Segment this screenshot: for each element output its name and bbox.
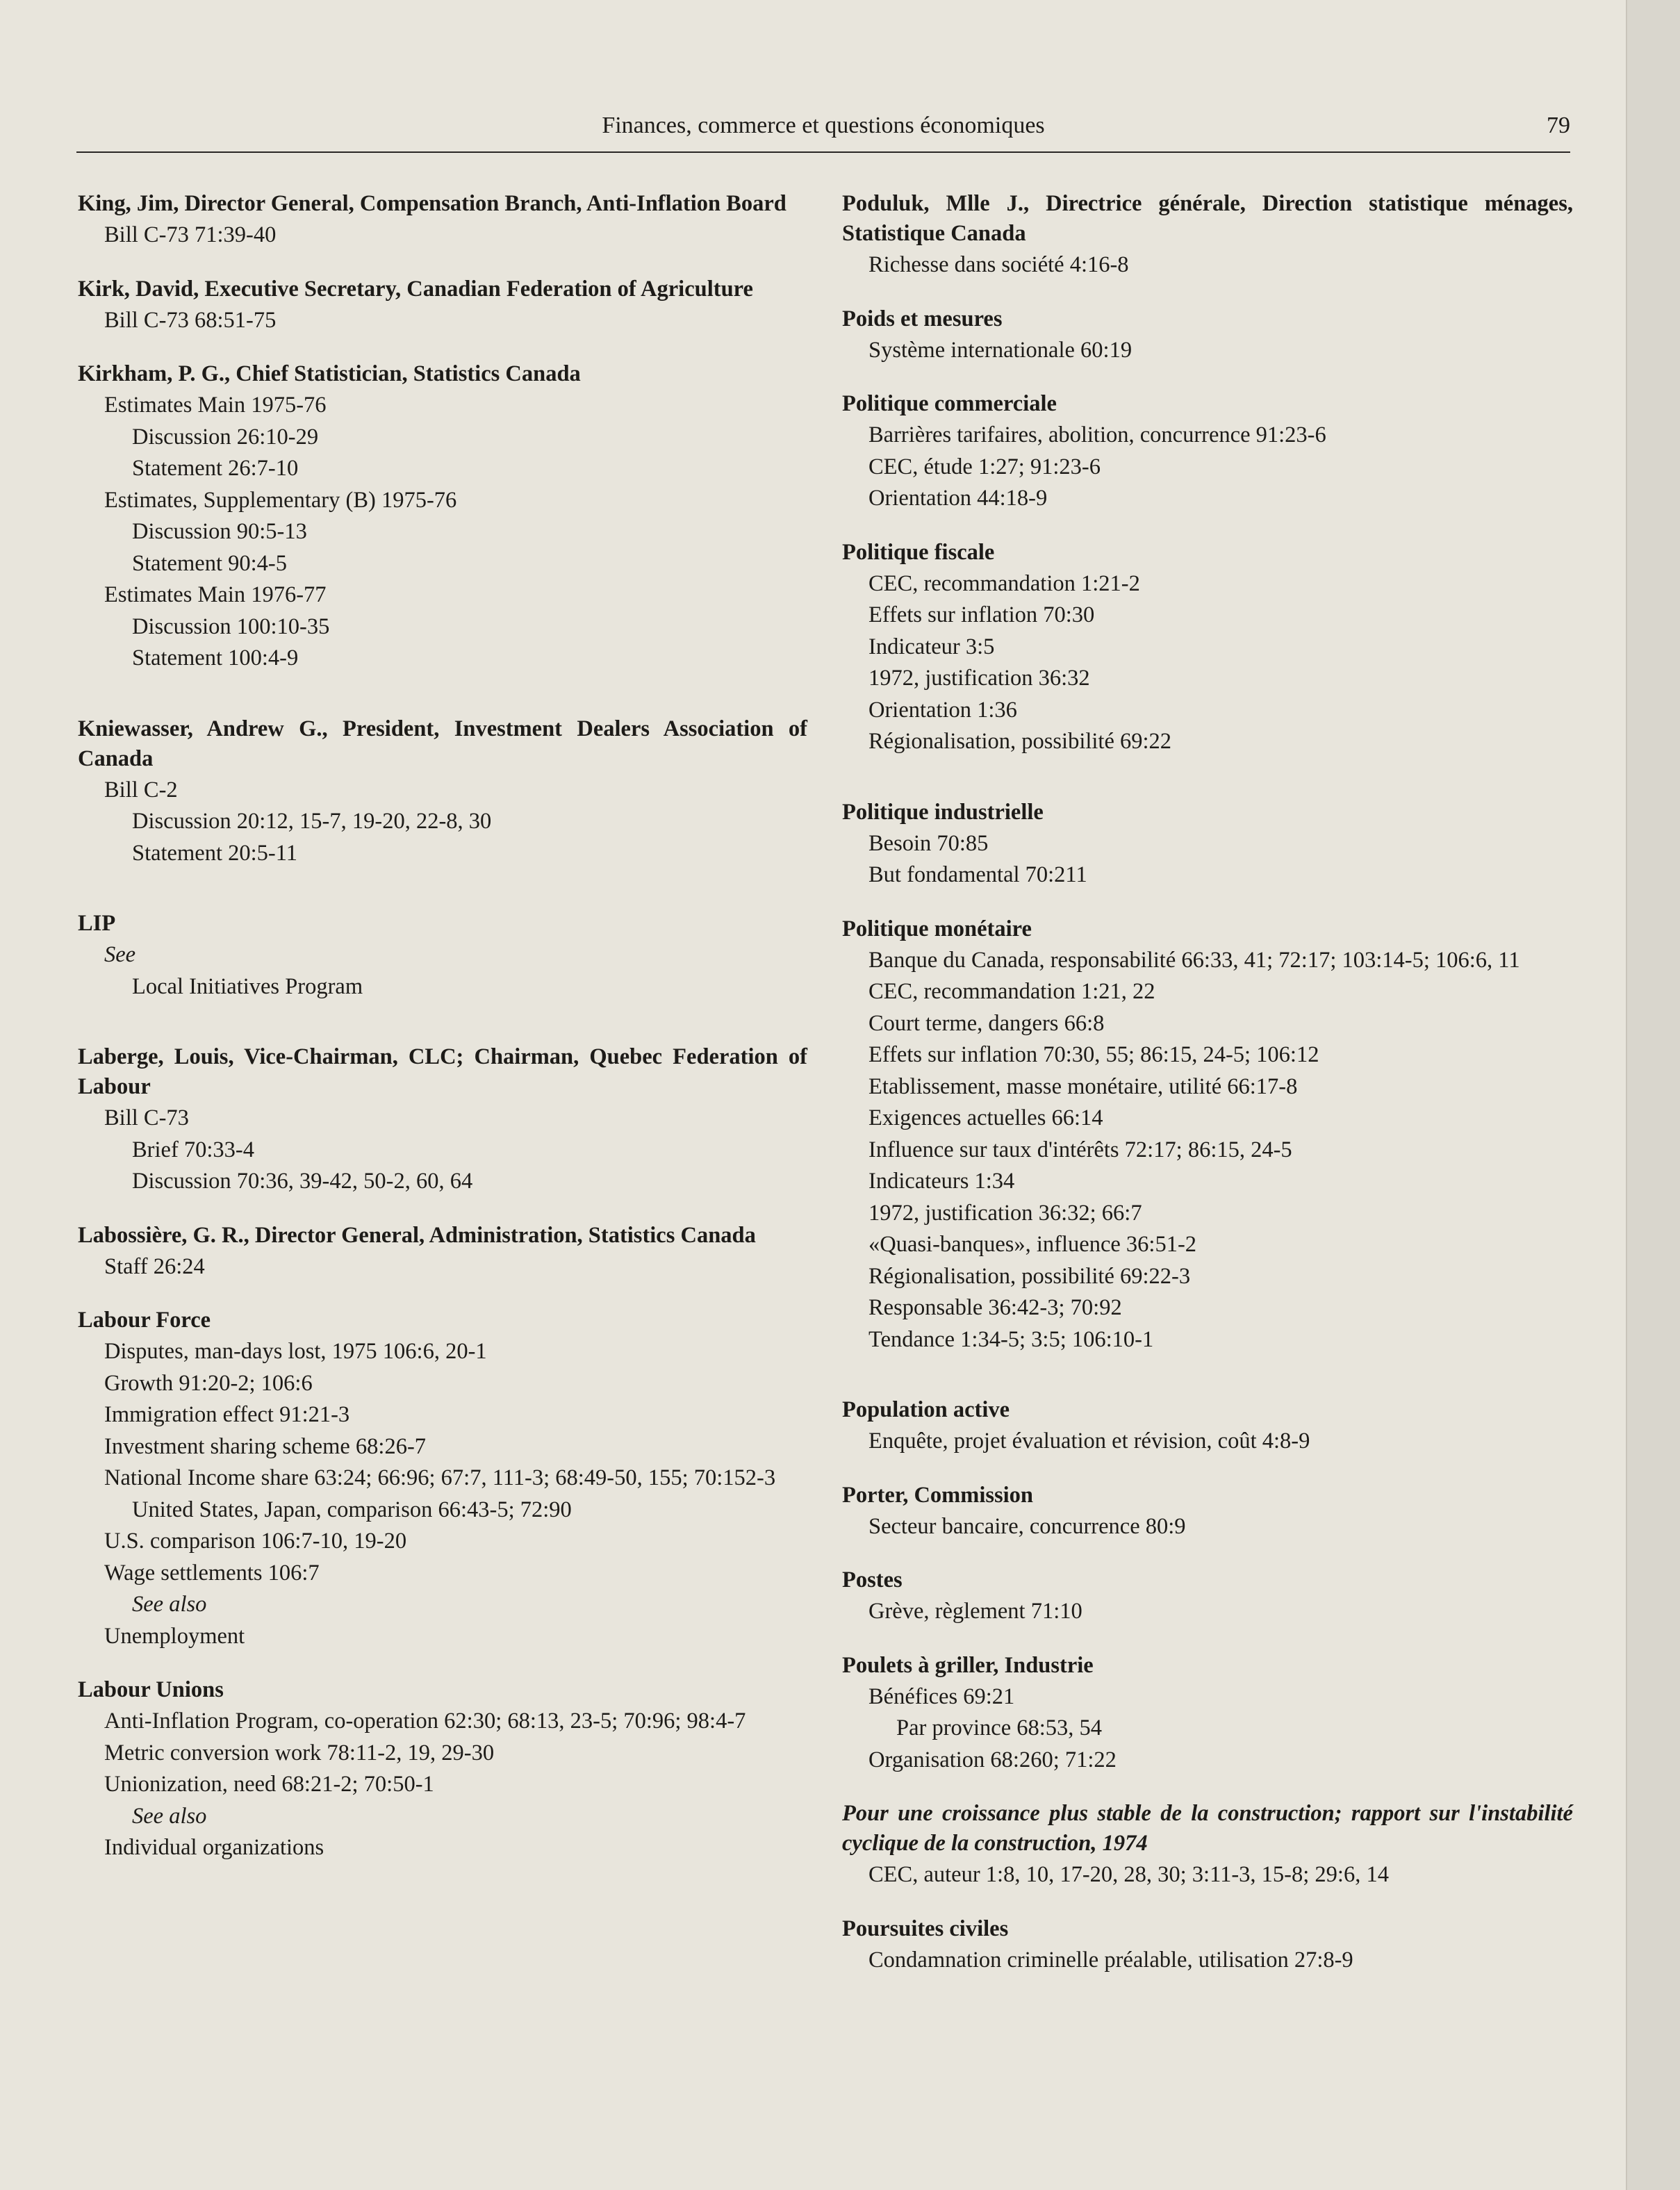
index-entry-heading: Poursuites civiles bbox=[842, 1916, 1009, 1941]
index-subentry: Bill C-73 bbox=[104, 1105, 189, 1130]
index-entry bbox=[78, 359, 807, 674]
index-subentry: Système internationale 60:19 bbox=[868, 337, 1133, 363]
index-subentry: U.S. comparison 106:7-10, 19-20 bbox=[104, 1529, 407, 1554]
index-subentry: Etablissement, masse monétaire, utilité 66:17-8 bbox=[868, 1073, 1298, 1099]
index-subentry: Staff 26:24 bbox=[104, 1253, 205, 1279]
index-subentry: See also bbox=[132, 1803, 207, 1829]
index-subentry: Régionalisation, possibilité 69:22 bbox=[868, 729, 1172, 754]
index-entry-heading: Labour Unions bbox=[78, 1677, 224, 1702]
index-entry-heading: LIP bbox=[78, 911, 116, 936]
index-subentry: Grève, règlement 71:10 bbox=[868, 1599, 1082, 1624]
index-entry-heading: Postes bbox=[842, 1567, 903, 1592]
index-subentry: Effets sur inflation 70:30, 55; 86:15, 24-5; 106:12 bbox=[868, 1042, 1319, 1067]
index-subentry: Growth 91:20-2; 106:6 bbox=[104, 1370, 313, 1396]
index-entry bbox=[78, 274, 807, 336]
index-subentry: Orientation 1:36 bbox=[868, 697, 1017, 723]
index-subentry: Estimates Main 1976-77 bbox=[104, 582, 327, 607]
index-subentry: Estimates Main 1975-76 bbox=[104, 393, 327, 418]
index-entry bbox=[842, 1651, 1573, 1776]
index-subentry: Local Initiatives Program bbox=[132, 973, 363, 999]
index-entry bbox=[78, 1306, 807, 1652]
index-subentry: CEC, auteur 1:8, 10, 17-20, 28, 30; 3:11-3, 15-8; 29:6, 14 bbox=[868, 1862, 1389, 1887]
index-entry bbox=[842, 389, 1573, 514]
index-subentry: Responsable 36:42-3; 70:92 bbox=[868, 1295, 1122, 1320]
index-entry-heading: Labossière, G. R., Director General, Administration, Statistics Canada bbox=[78, 1222, 756, 1248]
index-subentry: Discussion 26:10-29 bbox=[132, 424, 319, 450]
index-subentry: Condamnation criminelle préalable, utilisation 27:8-9 bbox=[868, 1947, 1353, 1973]
index-entry bbox=[78, 909, 807, 1002]
index-subentry: Bill C-73 68:51-75 bbox=[104, 307, 277, 333]
index-entry bbox=[842, 914, 1573, 1356]
index-entry bbox=[78, 189, 807, 251]
index-entry bbox=[842, 538, 1573, 757]
index-subentry: CEC, recommandation 1:21, 22 bbox=[868, 979, 1155, 1004]
index-subentry: Bill C-2 bbox=[104, 777, 178, 802]
index-subentry: «Quasi-banques», influence 36:51-2 bbox=[868, 1232, 1197, 1257]
index-subentry: CEC, étude 1:27; 91:23-6 bbox=[868, 454, 1101, 479]
index-subentry: Brief 70:33-4 bbox=[132, 1137, 255, 1162]
index-subentry: Statement 100:4-9 bbox=[132, 645, 299, 670]
index-subentry: United States, Japan, comparison 66:43-5; 72:90 bbox=[132, 1497, 572, 1522]
running-head: Finances, commerce et questions économiques bbox=[602, 113, 1045, 138]
index-subentry: Anti-Inflation Program, co-operation 62:30; 68:13, 23-5; 70:96; 98:4-7 bbox=[104, 1709, 746, 1734]
index-subentry: CEC, recommandation 1:21-2 bbox=[868, 570, 1140, 596]
index-entry-heading: Poduluk, Mlle J., Directrice générale, Direction statistique ménages, Statistique Canada bbox=[842, 191, 1573, 246]
index-entry-heading: Poulets à griller, Industrie bbox=[842, 1652, 1094, 1678]
index-subentry: 1972, justification 36:32 bbox=[868, 666, 1090, 691]
index-entry bbox=[842, 1395, 1573, 1457]
index-subentry: Wage settlements 106:7 bbox=[104, 1560, 320, 1586]
index-entry-heading: Laberge, Louis, Vice-Chairman, CLC; Chairman, Quebec Federation of Labour bbox=[78, 1044, 807, 1099]
index-entry-heading: Kirk, David, Executive Secretary, Canadian Federation of Agriculture bbox=[78, 276, 753, 302]
index-subentry: Enquête, projet évaluation et révision, coût 4:8-9 bbox=[868, 1429, 1310, 1454]
index-subentry: Influence sur taux d'intérêts 72:17; 86:15, 24-5 bbox=[868, 1137, 1292, 1162]
index-subentry: Besoin 70:85 bbox=[868, 830, 989, 856]
index-entry bbox=[842, 1481, 1573, 1542]
index-entry-heading: Labour Force bbox=[78, 1308, 211, 1333]
page-number: 79 bbox=[1547, 113, 1570, 138]
index-subentry: Régionalisation, possibilité 69:22-3 bbox=[868, 1263, 1191, 1289]
index-entry bbox=[842, 1914, 1573, 1976]
index-subentry: Discussion 70:36, 39-42, 50-2, 60, 64 bbox=[132, 1169, 473, 1194]
index-subentry: Individual organizations bbox=[104, 1835, 324, 1860]
index-subentry: See bbox=[104, 942, 136, 967]
index-subentry: National Income share 63:24; 66:96; 67:7, 111-3; 68:49-50, 155; 70:152-3 bbox=[104, 1465, 776, 1490]
index-subentry: Investment sharing scheme 68:26-7 bbox=[104, 1433, 427, 1459]
index-subentry: Richesse dans société 4:16-8 bbox=[868, 252, 1129, 277]
index-entry-heading: Pour une croissance plus stable de la construction; rapport sur l'instabilité cyclique de la construction, 1974 bbox=[842, 1801, 1573, 1856]
index-subentry: Secteur bancaire, concurrence 80:9 bbox=[868, 1513, 1186, 1539]
index-subentry: Estimates, Supplementary (B) 1975-76 bbox=[104, 487, 457, 513]
index-subentry: Exigences actuelles 66:14 bbox=[868, 1105, 1103, 1130]
index-entry bbox=[78, 1042, 807, 1197]
index-subentry: Statement 90:4-5 bbox=[132, 550, 287, 576]
page-header bbox=[76, 110, 1570, 153]
index-subentry: See also bbox=[132, 1592, 207, 1617]
index-subentry: Statement 20:5-11 bbox=[132, 840, 297, 866]
index-entry bbox=[842, 1799, 1573, 1891]
index-subentry: Barrières tarifaires, abolition, concurrence 91:23-6 bbox=[868, 422, 1326, 447]
index-entry bbox=[842, 189, 1573, 281]
index-entry-heading: Kirkham, P. G., Chief Statistician, Statistics Canada bbox=[78, 361, 581, 386]
index-subentry: Immigration effect 91:21-3 bbox=[104, 1402, 350, 1427]
index-subentry: Tendance 1:34-5; 3:5; 106:10-1 bbox=[868, 1326, 1154, 1352]
index-entry bbox=[78, 1675, 807, 1863]
index-entry bbox=[842, 1565, 1573, 1627]
index-subentry: Unionization, need 68:21-2; 70:50-1 bbox=[104, 1772, 434, 1797]
index-subentry: Discussion 100:10-35 bbox=[132, 614, 330, 639]
index-subentry: Metric conversion work 78:11-2, 19, 29-30 bbox=[104, 1740, 495, 1765]
index-subentry: Disputes, man-days lost, 1975 106:6, 20-1 bbox=[104, 1339, 487, 1364]
index-subentry: Banque du Canada, responsabilité 66:33, 41; 72:17; 103:14-5; 106:6, 11 bbox=[868, 947, 1520, 973]
index-entry-heading: Poids et mesures bbox=[842, 306, 1003, 331]
index-entry bbox=[78, 1221, 807, 1283]
index-entry bbox=[842, 304, 1573, 366]
index-subentry: Bill C-73 71:39-40 bbox=[104, 222, 277, 247]
index-subentry: Bénéfices 69:21 bbox=[868, 1683, 1015, 1709]
index-entry-heading: Politique industrielle bbox=[842, 799, 1044, 825]
index-entry-heading: Kniewasser, Andrew G., President, Investment Dealers Association of Canada bbox=[78, 716, 807, 771]
index-entry-heading: Population active bbox=[842, 1397, 1010, 1422]
index-column-left bbox=[78, 189, 807, 1887]
index-subentry: Par province 68:53, 54 bbox=[896, 1715, 1103, 1740]
index-entry-heading: Politique monétaire bbox=[842, 916, 1032, 941]
index-subentry: Effets sur inflation 70:30 bbox=[868, 602, 1095, 627]
index-entry-heading: Politique commerciale bbox=[842, 391, 1057, 416]
index-subentry: Discussion 20:12, 15-7, 19-20, 22-8, 30 bbox=[132, 809, 492, 834]
index-entry bbox=[78, 714, 807, 869]
index-subentry: Discussion 90:5-13 bbox=[132, 519, 307, 544]
index-subentry: Court terme, dangers 66:8 bbox=[868, 1010, 1105, 1036]
index-subentry: Orientation 44:18-9 bbox=[868, 486, 1048, 511]
index-column-right bbox=[842, 189, 1573, 1999]
index-subentry: 1972, justification 36:32; 66:7 bbox=[868, 1200, 1142, 1226]
index-subentry: Indicateur 3:5 bbox=[868, 634, 995, 659]
index-subentry: But fondamental 70:211 bbox=[868, 862, 1087, 887]
index-entry-heading: Politique fiscale bbox=[842, 539, 995, 565]
index-subentry: Unemployment bbox=[104, 1623, 245, 1649]
index-entry-heading: King, Jim, Director General, Compensation Branch, Anti-Inflation Board bbox=[78, 191, 787, 216]
index-entry bbox=[842, 798, 1573, 891]
index-subentry: Organisation 68:260; 71:22 bbox=[868, 1747, 1117, 1772]
index-subentry: Statement 26:7-10 bbox=[132, 456, 299, 481]
index-subentry: Indicateurs 1:34 bbox=[868, 1169, 1015, 1194]
index-entry-heading: Porter, Commission bbox=[842, 1482, 1034, 1508]
